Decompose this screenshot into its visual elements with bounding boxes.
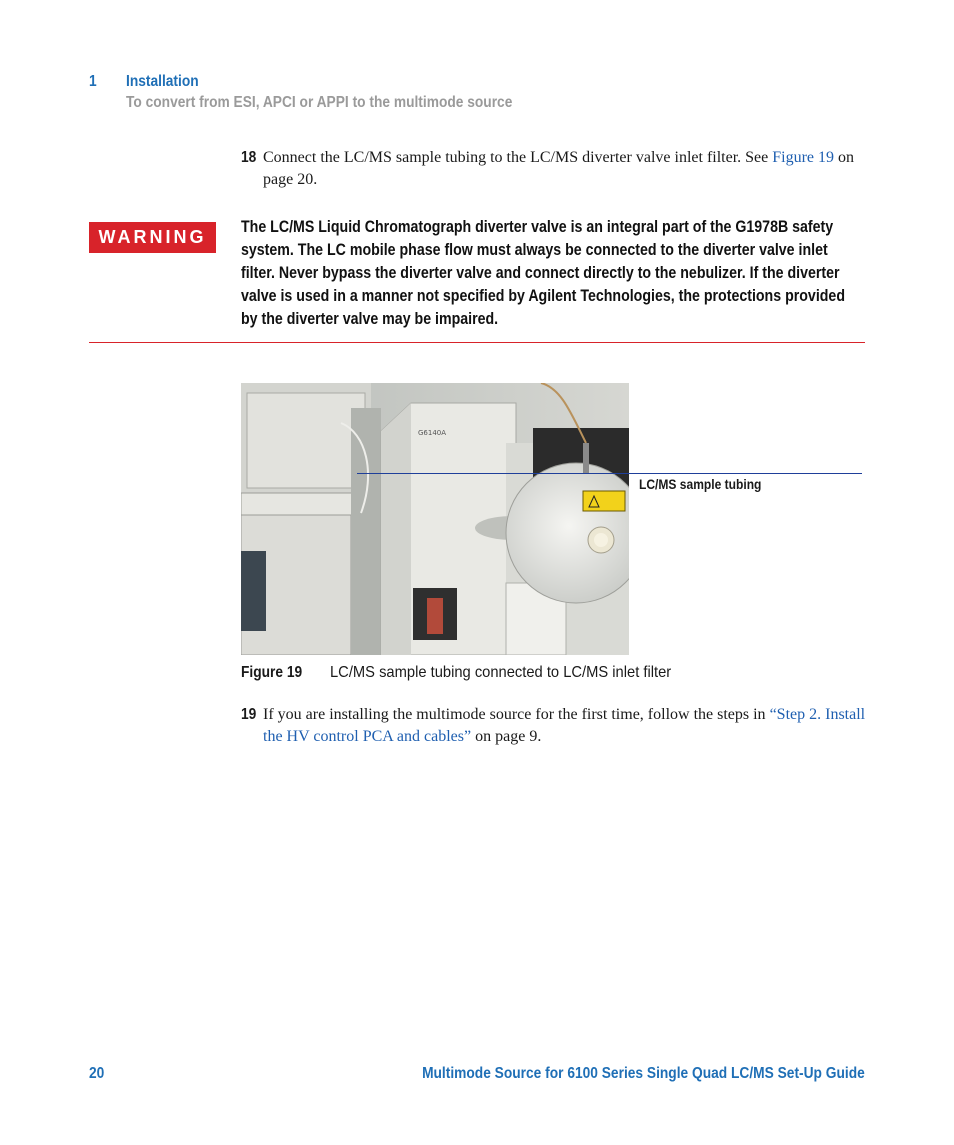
callout-leader-line [357,473,862,474]
step-number: 18 [241,149,257,166]
guide-title: Multimode Source for 6100 Series Single Quad LC/MS Set-Up Guide [422,1065,865,1082]
figure-caption-label: Figure 19 [241,664,303,681]
warning-label: WARNING [89,222,216,253]
figure-link[interactable]: Figure 19 [772,149,835,166]
step-number: 19 [241,706,257,723]
figure-photo [241,383,629,655]
figure-callout: LC/MS sample tubing [639,476,762,492]
step-text: Connect the LC/MS sample tubing to the LC/MS diverter valve inlet filter. See [263,149,773,166]
section-title: To convert from ESI, APCI or APPI to the multimode source [126,94,513,111]
warning-sticker [583,491,625,511]
step-19-text [263,704,868,748]
warning-divider [89,342,865,343]
chapter-title: Installation [126,73,199,90]
photo-label: G6140A [418,429,447,437]
step-text: on page 9. [471,728,542,745]
footer-title-wrap [265,1065,865,1083]
step-18-text [263,147,863,191]
page-number: 20 [89,1065,105,1082]
photo-illustration [241,383,629,655]
step-link[interactable]: “Step 2. Install the HV control PCA and cables” [263,706,866,745]
chapter-number: 1 [89,73,97,90]
figure-caption-text: LC/MS sample tubing connected to LC/MS inlet filter [330,664,672,681]
step-text: on page 20. [263,149,855,188]
warning-text: The LC/MS Liquid Chromatograph diverter valve is an integral part of the G1978B safety system. The LC mobile phase flow must always be connected to the diverter valve inlet filter. Never bypass the diverter valve and connect directly to the nebulizer. If the diverter valve is used in a manner not specified by Agilent Technologies, the protections provided by the diverter valve may be impaired. [241,218,845,328]
step-text: If you are installing the multimode source for the first time, follow the steps in [263,706,770,723]
